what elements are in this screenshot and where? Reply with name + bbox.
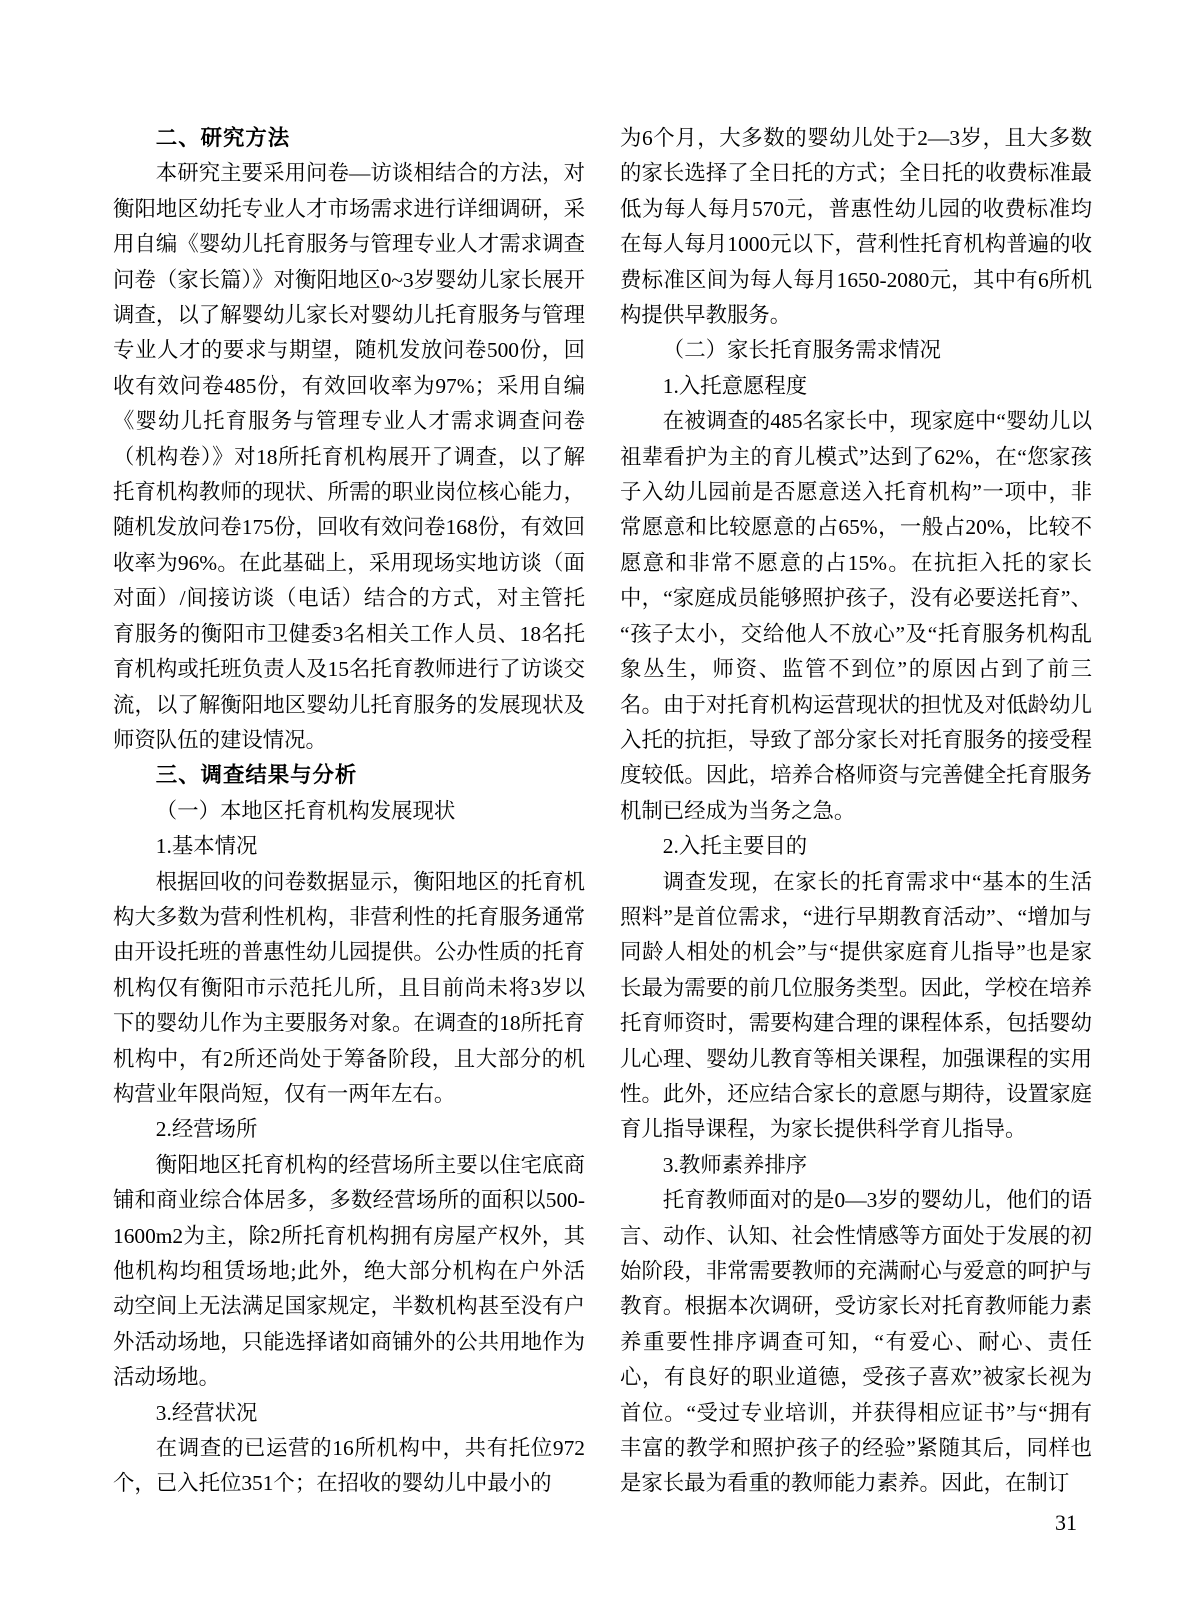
subsection-heading-basic-situation: 1.基本情况: [155, 834, 258, 859]
subsection-heading-local-institutions: （一）本地区托育机构发展现状: [155, 798, 456, 823]
page-number: 31: [1055, 1510, 1077, 1535]
subsection-heading-operating-status: 3.经营状况: [155, 1400, 258, 1425]
subsection-heading-enrollment-willingness: 1.入托意愿程度: [662, 373, 808, 398]
subsection-heading-enrollment-purpose: 2.入托主要目的: [662, 834, 808, 859]
paragraph-basic-situation: 根据回收的问卷数据显示，衡阳地区的托育机构大多数为营利性机构，非营利性的托育服务通常由开设托班的普惠性幼儿园提供。公办性质的托育机构仅有衡阳市示范托儿所，且目前尚未将3岁以下的婴幼儿作为主要服务对象。在调查的18所托育机构中，有2所还尚处于筹备阶段，且大部分的机构营业年限尚短，仅有一两年左右。: [113, 869, 585, 1106]
paragraph-operating-status-continued: 为6个月，大多数的婴幼儿处于2—3岁，且大多数的家长选择了全日托的方式；全日托的收费标准最低为每人每月570元，普惠性幼儿园的收费标准均在每人每月1000元以下，营利性托育机构普遍的收费标准区间为每人每月1650-2080元，其中有6所机构提供早教服务。: [620, 126, 1092, 328]
right-column: [620, 121, 1092, 1502]
paragraph-operating-status: 在调查的已运营的16所机构中，共有托位972个，已入托位351个；在招收的婴幼儿中最小的: [113, 1436, 585, 1496]
paragraph-business-premises: 衡阳地区托育机构的经营场所主要以住宅底商铺和商业综合体居多，多数经营场所的面积以500-1600m2为主，除2所托育机构拥有房屋产权外，其他机构均租赁场地;此外，绝大部分机构在户外活动空间上无法满足国家规定，半数机构甚至没有户外活动场地，只能选择诸如商铺外的公共用地作为活动场地。: [113, 1152, 585, 1390]
subsection-heading-parent-demand: （二）家长托育服务需求情况: [662, 338, 941, 363]
paragraph-enrollment-willingness: 在被调查的485名家长中，现家庭中“婴幼儿以祖辈看护为主的育儿模式”达到了62%，在“您家孩子入幼儿园前是否愿意送入托育机构”一项中，非常愿意和比较愿意的占65%，一般占20%，比较不愿意和非常不愿意的占15%。在抗拒入托的家长中，“家庭成员能够照护孩子，没有必要送托育”、“孩子太小，交给他人不放心”及“托育服务机构乱象丛生，师资、监管不到位”的原因占到了前三名。由于对托育机构运营现状的担忧及对低龄幼儿入托的抗拒，导致了部分家长对托育服务的接受程度较低。因此，培养合格师资与完善健全托育服务机制已经成为当务之急。: [620, 409, 1092, 823]
two-column-text-area: [113, 121, 1092, 1502]
paragraph-research-methods: 本研究主要采用问卷—访谈相结合的方法，对衡阳地区幼托专业人才市场需求进行详细调研，采用自编《婴幼儿托育服务与管理专业人才需求调查问卷（家长篇）》对衡阳地区0~3岁婴幼儿家长展开调查，以了解婴幼儿家长对婴幼儿托育服务与管理专业人才的要求与期望，随机发放问卷500份，回收有效问卷485份，有效回收率为97%；采用自编《婴幼儿托育服务与管理专业人才需求调查问卷（机构卷）》对18所托育机构展开了调查，以了解托育机构教师的现状、所需的职业岗位核心能力，随机发放问卷175份，回收有效问卷168份，有效回收率为96%。在此基础上，采用现场实地访谈（面对面）/间接访谈（电话）结合的方式，对主管托育服务的衡阳市卫健委3名相关工作人员、18名托育机构或托班负责人及15名托育教师进行了访谈交流，以了解衡阳地区婴幼儿托育服务的发展现状及师资队伍的建设情况。: [113, 161, 585, 752]
left-column: [113, 121, 585, 1502]
section-heading-research-methods: 二、研究方法: [155, 126, 291, 150]
paragraph-enrollment-purpose: 调查发现，在家长的托育需求中“基本的生活照料”是首位需求，“进行早期教育活动”、“增加与同龄人相处的机会”与“提供家庭育儿指导”也是家长最为需要的前几位服务类型。因此，学校在培养托育师资时，需要构建合理的课程体系，包括婴幼儿心理、婴幼儿教育等相关课程，加强课程的实用性。此外，还应结合家长的意愿与期待，设置家庭育儿指导课程，为家长提供科学育儿指导。: [620, 869, 1092, 1142]
subsection-heading-teacher-quality-ranking: 3.教师素养排序: [662, 1152, 808, 1177]
subsection-heading-business-premises: 2.经营场所: [155, 1117, 258, 1142]
paragraph-teacher-quality-ranking: 托育教师面对的是0—3岁的婴幼儿，他们的语言、动作、认知、社会性情感等方面处于发展的初始阶段，非常需要教师的充满耐心与爱意的呵护与教育。根据本次调研，受访家长对托育教师能力素养重要性排序调查可知，“有爱心、耐心、责任心，有良好的职业道德，受孩子喜欢”被家长视为首位。“受过专业培训，并获得相应证书”与“拥有丰富的教学和照护孩子的经验”紧随其后，同样也是家长最为看重的教师能力素养。因此，在制订: [620, 1188, 1092, 1496]
section-heading-survey-results: 三、调查结果与分析: [155, 763, 358, 788]
